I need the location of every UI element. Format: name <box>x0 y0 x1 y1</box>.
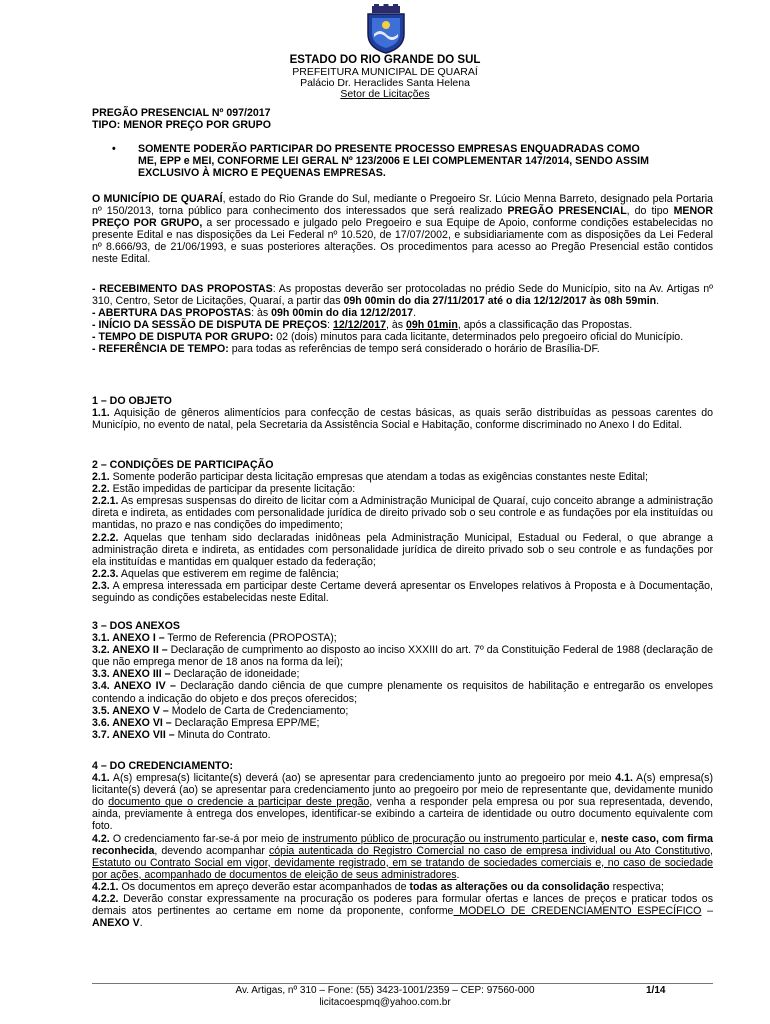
annex-label: 3.5. ANEXO V – <box>92 704 169 717</box>
annex-item <box>92 705 713 717</box>
item-underlined: MODELO DE CREDENCIAMENTO ESPECÍFICO <box>453 905 702 918</box>
item-number: 4.2.2. <box>92 893 119 906</box>
item-text: , venha a responder pela empresa ou por sua representada, devendo, ainda, previamente à entrega dos envelopes, identificar-se exibindo a carteira de identidade ou outro documento equivalente com foto. <box>92 796 713 833</box>
schedule-label-start: - INÍCIO DA SESSÃO DE DISPUTA DE PREÇOS <box>92 319 328 332</box>
item-number: 2.2. <box>92 483 110 496</box>
annex-text: Modelo de Carta de Credenciamento; <box>168 704 349 717</box>
annex-item <box>92 729 713 741</box>
schedule-text-receipt: : As propostas deverão ser protocoladas no prédio Sede do Município, sito na Av. Artigas nº 310, Centro, Setor de Licitações, Quaraí, a partir das <box>92 283 713 308</box>
footer-email: licitacoespmq@yahoo.com.br <box>319 997 451 1008</box>
item-text: As empresas suspensas do direito de licitar com a Administração Municipal de Quaraí, cujo conceito abrange a administração direta e indireta, as entidades com personalidade jurídica de direito privado sob o seu controle e as fundações por ela instituídas ou mantidas, no prazo e nas condições do impedimento; <box>92 495 713 532</box>
item-number: 2.2.1. <box>92 495 119 508</box>
annex-label: 3.7. ANEXO VII – <box>92 728 175 741</box>
page-number: 1/14 <box>646 985 666 996</box>
item-bold: todas as alterações ou da consolidação <box>409 880 610 893</box>
section-1 <box>92 395 713 431</box>
intro-bold-1: PREGÃO PRESENCIAL <box>507 205 627 218</box>
schedule-text-time-ref: para todas as referências de tempo será considerado o horário de Brasília-DF. <box>228 343 600 356</box>
schedule-bold-receipt: 09h 00min do dia 27/11/2017 até o dia 12/12/2017 às 08h 59min <box>343 295 657 308</box>
notice-line-2: ME, EPP e MEI, CONFORME LEI GERAL Nº 123/2006 E LEI COMPLEMENTAR 147/2014, SENDO ASSIM <box>138 155 649 167</box>
annex-text: Declaração Empresa EPP/ME; <box>171 716 320 729</box>
notice-line-1: SOMENTE PODERÃO PARTICIPAR DO PRESENTE PROCESSO EMPRESAS ENQUADRADAS COMO <box>138 143 640 155</box>
annex-item <box>92 717 713 729</box>
item-text: Aquisição de gêneros alimentícios para confecção de cestas básicas, as quais serão distribuídas as pessoas carentes do Município, no evento de natal, pela Secretaria da Assistência Social e Habitação, conforme discriminado no Anexo I do Edital. <box>92 407 713 432</box>
bullet-icon: • <box>112 143 116 155</box>
intro-paragraph <box>92 193 713 266</box>
item-bold: neste caso, com firma reconhecida <box>92 832 713 857</box>
section-3-heading: 3 – DOS ANEXOS <box>92 620 180 632</box>
municipal-coat-of-arms-icon <box>362 4 410 54</box>
annex-item <box>92 668 713 680</box>
annex-text: Declaração de idoneidade; <box>170 668 300 681</box>
intro-text-3: a ser processado e julgado pelo Pregoeiro e sua Equipe de Apoio, conforme condições estabelecidas no presente Edital e nas disposições da Lei Federal nº 10.520, de 17/07/2002, e subsidiariamente com as disposições da Lei Federal nº 8.666/93, de 21/06/1993, e suas posteriores alterações. Os procedimentos para acesso ao Pregão Presencial estão contidos neste Edital. <box>92 217 713 266</box>
item-underlined: documento que o credencie a participar deste pregão <box>108 796 370 809</box>
schedule-sep-start-2: , às <box>385 319 407 332</box>
annex-text: Termo de Referencia (PROPOSTA); <box>164 632 337 645</box>
intro-text-2: , do tipo <box>626 205 674 218</box>
section-1-heading: 1 – DO OBJETO <box>92 395 172 407</box>
item-text: respectiva; <box>609 880 664 893</box>
item-text: Deverão constar expressamente na procuração os poderes para formular ofertas e lances de preços e praticar todos os demais atos pertinentes ao certame em nome da proponente, conforme <box>92 893 713 918</box>
item-number: 4.2. <box>92 832 110 845</box>
section-2-heading: 2 – CONDIÇÕES DE PARTICIPAÇÃO <box>92 459 274 471</box>
schedule-label-time-ref: - REFERÊNCIA DE TEMPO: <box>92 343 229 356</box>
notice-line-3: EXCLUSIVO À MICRO E PEQUENAS EMPRESAS. <box>138 167 386 179</box>
section-3 <box>92 620 713 741</box>
schedule-text-opening: : às <box>251 307 272 320</box>
item-number: 1.1. <box>92 407 110 420</box>
header-prefeitura: PREFEITURA MUNICIPAL DE QUARAÍ <box>292 66 478 78</box>
schedule-block <box>92 283 713 356</box>
annex-label: 3.3. ANEXO III – <box>92 668 171 681</box>
annex-item <box>92 632 713 644</box>
schedule-sep-start: : <box>327 319 333 332</box>
schedule-time-start: 09h 01min <box>406 319 458 332</box>
section-4-heading: 4 – DO CREDENCIAMENTO: <box>92 760 234 772</box>
item-text: – <box>701 905 713 918</box>
intro-bold-2: MENOR PREÇO POR GRUPO, <box>92 205 713 230</box>
item-number: 2.1. <box>92 471 110 484</box>
annex-item <box>92 680 713 704</box>
item-text: Somente poderão participar desta licitação empresas que atendam a todas as exigências constantes neste Edital; <box>109 471 648 484</box>
item-number: 2.3. <box>92 579 110 592</box>
title-line-1: PREGÃO PRESENCIAL Nº 097/2017 <box>92 107 271 119</box>
schedule-bold-opening: 09h 00min do dia 12/12/2017 <box>271 307 414 320</box>
item-text: A empresa interessada em participar deste Certame deverá apresentar os Envelopes relativos à Proposta e à Documentação, seguindo as condições estabelecidas neste Edital. <box>92 579 713 605</box>
annex-label: 3.1. ANEXO I – <box>92 632 165 645</box>
item-number: 4.1. <box>92 772 110 785</box>
item-text: e, <box>585 832 601 845</box>
item-text: Estão impedidas de participar da presente licitação: <box>109 483 356 496</box>
item-text: , devendo acompanhar <box>154 844 269 857</box>
municipality-name: O MUNICÍPIO DE QUARAÍ <box>92 193 223 205</box>
schedule-label-receipt: - RECEBIMENTO DAS PROPOSTAS <box>92 283 273 295</box>
item-underlined: de instrumento público de procuração ou instrumento particular <box>287 832 586 845</box>
title-line-2: TIPO: MENOR PREÇO POR GRUPO <box>92 119 271 132</box>
document-title <box>92 107 713 131</box>
item-number: 4.2.1. <box>92 880 119 893</box>
schedule-label-dispute-time: - TEMPO DE DISPUTA POR GRUPO: <box>92 331 274 344</box>
item-text: O credenciamento far-se-á por meio <box>109 832 288 845</box>
schedule-end-opening: . <box>413 307 417 320</box>
footer-divider <box>92 983 713 984</box>
item-number: 4.1. <box>615 772 633 785</box>
schedule-text-start: , após a classificação das Propostas. <box>457 319 633 332</box>
annex-text: Declaração dando ciência de que cumpre plenamente os requisitos de habilitação e entregarão os envelopes contendo a indicação do objeto e dos preços oferecidos; <box>92 680 713 705</box>
footer-address: Av. Artigas, nº 310 – Fone: (55) 3423-1001/2359 – CEP: 97560-000 <box>235 985 535 996</box>
schedule-text-dispute-time: 02 (dois) minutos para cada licitante, determinados pelo pregoeiro oficial do Município. <box>273 331 684 344</box>
header-setor: Setor de Licitações <box>340 88 430 100</box>
header-palacio: Palácio Dr. Heraclides Santa Helena <box>300 77 470 89</box>
section-4 <box>92 760 713 929</box>
annex-label: 3.2. ANEXO II – <box>92 644 168 657</box>
item-text: . <box>139 917 143 930</box>
schedule-label-opening: - ABERTURA DAS PROPOSTAS <box>92 307 252 320</box>
item-text: A(s) empresa(s) licitante(s) deverá (ao) se apresentar para credenciamento junto ao pregoeiro por meio <box>109 772 616 785</box>
annex-text: Minuta do Contrato. <box>174 728 271 741</box>
annex-label: 3.6. ANEXO VI – <box>92 716 172 729</box>
annex-label: 3.4. ANEXO IV – <box>92 680 176 693</box>
annex-text: Declaração de cumprimento ao disposto ao inciso XXXIII do art. 7º da Constituição Federal de 1988 (declaração de que não emprega menor de 18 anos na forma da lei); <box>92 644 713 669</box>
schedule-end-receipt: . <box>656 295 660 308</box>
schedule-date-start: 12/12/2017 <box>332 319 386 332</box>
item-text: Aquelas que tenham sido declaradas inidôneas pela Administração Municipal, Estadual ou Federal, o que abrange a administração direta e indireta, as entidades com personalidade jurídica de direito privado sob o seu controle e as fundações por ela instituídas e mantidas em qualquer estado da federação; <box>92 531 713 568</box>
section-2 <box>92 459 713 604</box>
item-text: . <box>456 868 460 881</box>
item-text: A(s) empresa(s) licitante(s) deverá (ao) se apresentar para credenciamento junto ao pregoeiro por meio de representante que, devidamente munido do <box>92 772 713 809</box>
intro-text-1: , estado do Rio Grande do Sul, mediante o Pregoeiro Sr. Lúcio Menna Barreto, designado pela Portaria nº 150/2013, torna público para conhecimento dos interessados que será realizado <box>92 193 714 218</box>
item-underlined: cópia autenticada do Registro Comercial no caso de empresa individual ou Ato Constitutivo, Estatuto ou Contrato Social em vigor, devidamente registrado, em se tratando de sociedades comerciais e, no caso de sociedade por ações, acompanhado de documentos de eleição de seus administradores <box>92 844 714 881</box>
annex-item <box>92 644 713 668</box>
item-bold: ANEXO V <box>92 917 140 930</box>
header-state: ESTADO DO RIO GRANDE DO SUL <box>289 54 481 66</box>
item-text: Os documentos em apreço deverão estar acompanhados de <box>118 880 410 893</box>
item-number: 2.2.2. <box>92 531 119 544</box>
item-text: Aquelas que estiverem em regime de falência; <box>118 567 339 580</box>
item-number: 2.2.3. <box>92 567 119 580</box>
